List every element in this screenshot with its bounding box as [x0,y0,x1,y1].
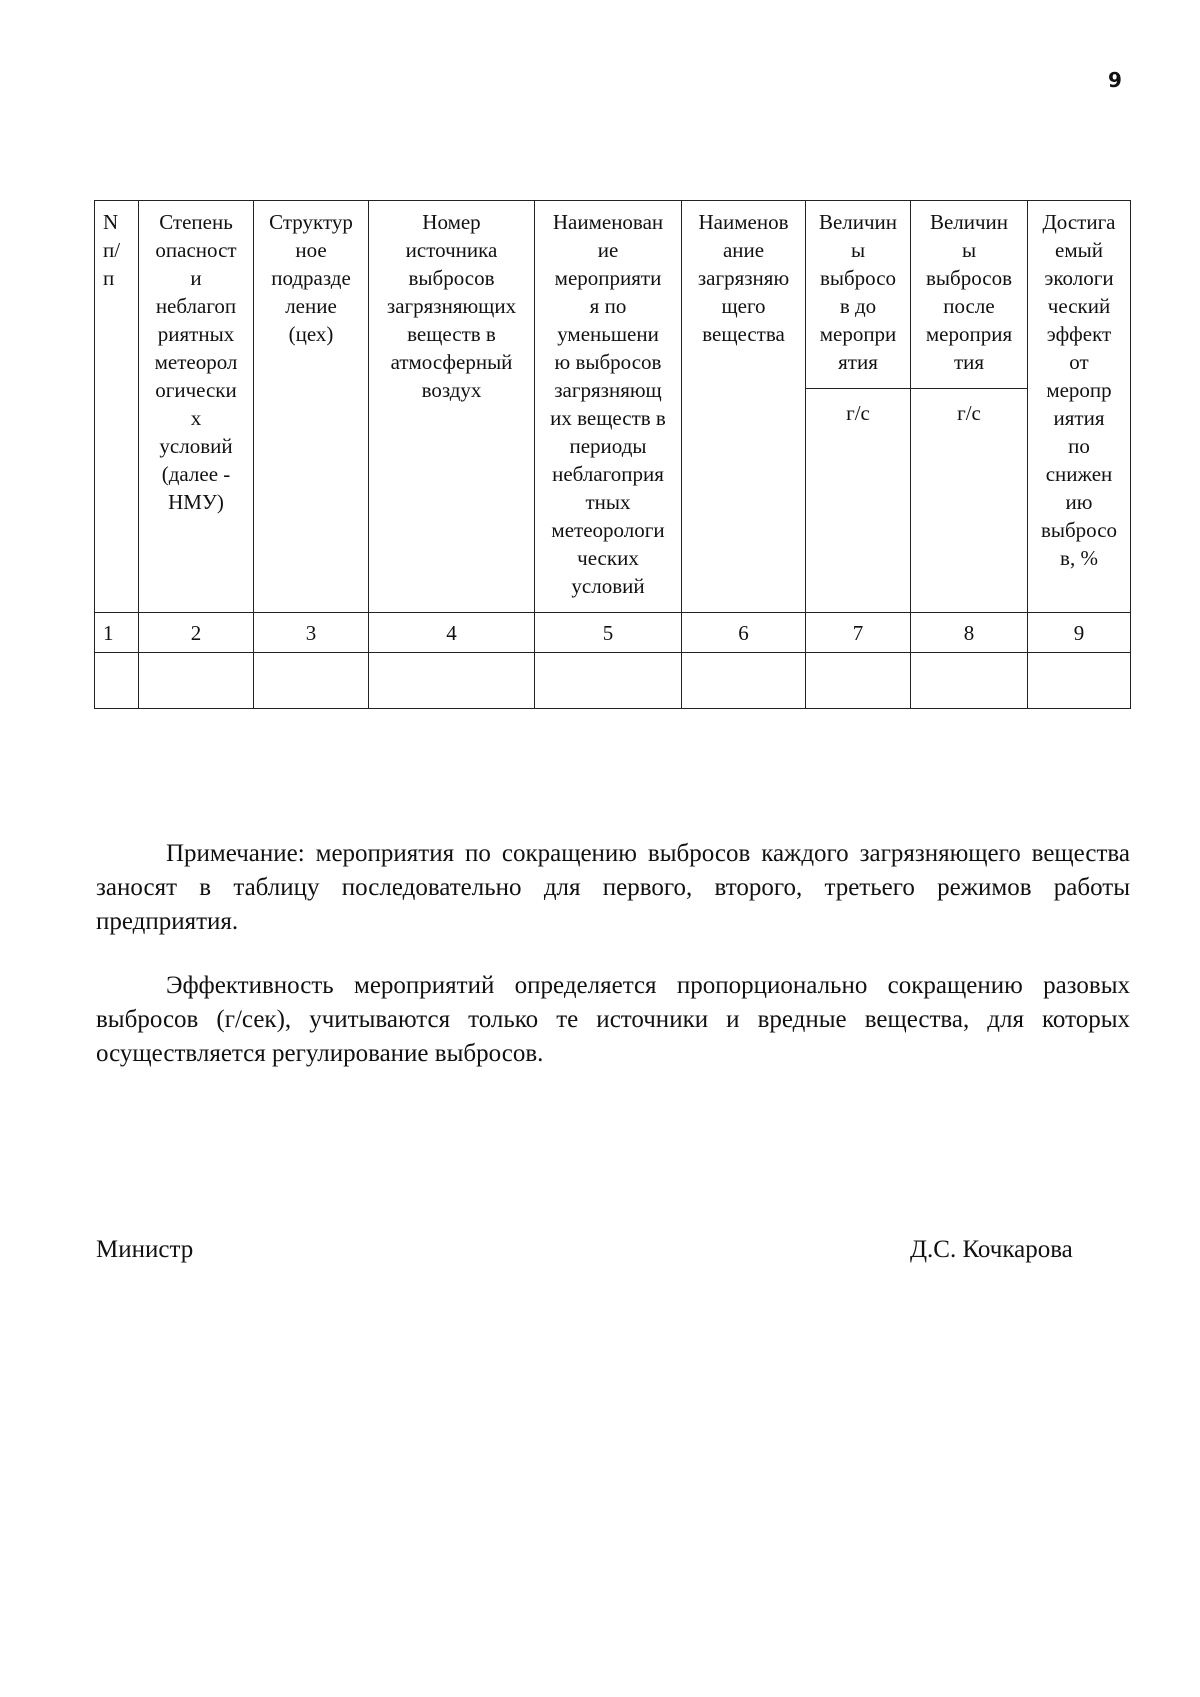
unit-cell-before: г/с [806,389,911,613]
signatory-title: Министр [96,1236,194,1263]
empty-cell [139,653,254,709]
header-cell-ecological-effect: Достига емый экологи ческий эффект от меропр иятия по снижен ию выбросо в, % [1028,201,1131,613]
header-cell-measure-name: Наименован ие мероприяти я по уменьшени ю выбросов загрязняющ их веществ в периоды неблагоприя тных метеорологи ческих условий [535,201,682,613]
empty-cell [369,653,535,709]
empty-cell [254,653,369,709]
column-number-cell: 5 [535,613,682,653]
empty-cell [95,653,139,709]
page-number: 9 [1108,68,1122,92]
column-number-cell: 1 [95,613,139,653]
empty-cell [535,653,682,709]
effectiveness-paragraph: Эффективность мероприятий определяется пропорционально сокращению разовых выбросов (г/сек), учитываются только те источники и вредные вещества, для которых осуществляется регулирование выбросов. [96,972,1130,1067]
header-cell-emission-before: Величин ы выбросо в до меропри ятия [806,201,911,389]
header-cell-division: Структур ное подразде ление (цех) [254,201,369,613]
empty-data-row [95,653,1131,709]
header-cell-pollutant-name: Наименов ание загрязняю щего вещества [682,201,806,613]
column-number-cell: 3 [254,613,369,653]
column-number-cell: 8 [911,613,1028,653]
header-cell-source-number: Номер источника выбросов загрязняющих веществ в атмосферный воздух [369,201,535,613]
empty-cell [911,653,1028,709]
column-number-cell: 2 [139,613,254,653]
column-number-cell: 9 [1028,613,1131,653]
empty-cell [1028,653,1131,709]
header-cell-danger-degree: Степень опасност и неблагоп риятных метеорол огически х условий (далее - НМУ) [139,201,254,613]
column-number-cell: 4 [369,613,535,653]
note-paragraph: Примечание: мероприятия по сокращению выбросов каждого загрязняющего вещества заносят в таблицу последовательно для первого, второго, третьего режимов работы предприятия. [96,840,1130,935]
column-number-cell: 7 [806,613,911,653]
empty-cell [682,653,806,709]
column-number-row [95,613,1131,653]
measures-table [94,200,1131,709]
unit-cell-after: г/с [911,389,1028,613]
header-cell-emission-after: Величин ы выбросов после мероприя тия [911,201,1028,389]
column-number-cell: 6 [682,613,806,653]
header-cell-number: N п/ п [95,201,139,613]
signatory-name: Д.С. Кочкарова [910,1236,1073,1263]
empty-cell [806,653,911,709]
header-row [95,201,1131,389]
